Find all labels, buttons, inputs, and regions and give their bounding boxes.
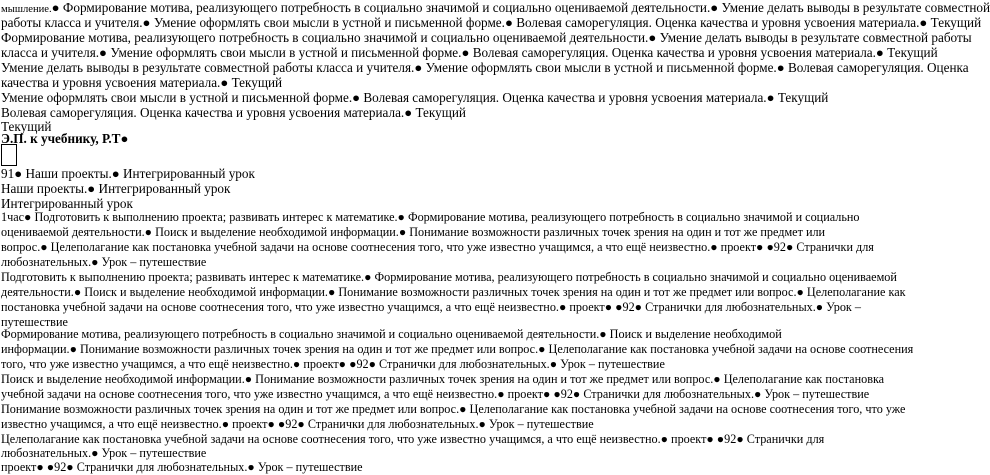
text-line: Понимание возможности различных точек зрения на один и тот же предмет или вопрос.● Целеполагание как постановка учебной задачи на основе соотнесения того, что уже (1, 402, 906, 416)
text-line: Поиск и выделение необходимой информации.● Понимание возможности различных точек зрения на один и тот же предмет или вопрос.● Целеполагание как постановка (1, 372, 885, 386)
text-line: любознательных.● Урок – путешествие (1, 255, 207, 269)
text-line: Волевая саморегуляция. Оценка качества и уровня усвоения материала.● Текущий (1, 105, 466, 120)
text-line: Наши проекты.● Интегрированный урок (1, 181, 231, 196)
text-line: учебной задачи на основе соотнесения того, что уже известно учащимся, а что ещё неизвестно.● проект● ●92● Странички для любознательных.● Урок – путешествие (1, 387, 870, 401)
text-line: известно учащимся, а что ещё неизвестно.● проект● ●92● Странички для любознательных.● Урок – путешествие (1, 417, 594, 431)
text-line: класса и учителя.● Умение оформлять свои мысли в устной и письменной форме.● Волевая саморегуляция. Оценка качества и уровня усвоения материала.● Текущий (1, 45, 938, 60)
text-line: 1час● Подготовить к выполнению проекта; развивать интерес к математике.● Формирование мотива, реализующего потребность в социально значимой и социально (1, 210, 860, 224)
text-line: деятельности.● Поиск и выделение необходимой информации.● Понимание возможности различных точек зрения на один и тот же предмет или вопрос.● Целеполагание как (1, 285, 906, 299)
text-line: Подготовить к выполнению проекта; развивать интерес к математике.● Формирование мотива, реализующего потребность в социально значимой и социально оцениваемой (1, 270, 897, 284)
text-line: путешествие (1, 315, 68, 329)
text-line: информации.● Понимание возможности различных точек зрения на один и тот же предмет или вопрос.● Целеполагание как постановка учебной задачи на основе соотнесения (1, 342, 914, 356)
textbook-heading: Э.П. к учебнику, Р.Т● (1, 131, 129, 146)
text-line: качества и уровня усвоения материала.● Текущий (1, 75, 283, 90)
text-line: Интегрированный урок (1, 196, 133, 211)
text-line: оцениваемой деятельности.● Поиск и выделение необходимой информации.● Понимание возможности различных точек зрения на один и тот же предмет или (1, 225, 826, 239)
empty-cell-box (1, 144, 17, 166)
text-line: вопрос.● Целеполагание как постановка учебной задачи на основе соотнесения того, что уже известно учащимся, а что ещё неизвестно.● проект● ●92● Странички для (1, 240, 874, 254)
text-line: Умение делать выводы в результате совместной работы класса и учителя.● Умение оформлять свои мысли в устной и письменной форме.● Волевая саморегуляция. Оценка (1, 60, 969, 75)
text-line: мышление.● Формирование мотива, реализующего потребность в социально значимой и социально оцениваемой деятельности.● Умение делать выводы в результате совместной (1, 0, 990, 15)
text-line: постановка учебной задачи на основе соотнесения того, что уже известно учащимся, а что ещё неизвестно.● проект● ●92● Странички для любознательных.● Урок – (1, 300, 861, 314)
text-line: Целеполагание как постановка учебной задачи на основе соотнесения того, что уже известно учащимся, а что ещё неизвестно.● проект● ●92● Странички для (1, 432, 825, 446)
text-line: работы класса и учителя.● Умение оформлять свои мысли в устной и письменной форме.● Волевая саморегуляция. Оценка качества и уровня усвоения материала.● Текущий (1, 15, 982, 30)
text-line: Формирование мотива, реализующего потребность в социально значимой и социально оцениваемой деятельности.● Умение делать выводы в результате совместной работы (1, 30, 972, 45)
text-line: любознательных.● Урок – путешествие (1, 446, 207, 460)
text-line: Текущий (1, 119, 52, 134)
text-line: того, что уже известно учащимся, а что ещё неизвестно.● проект● ●92● Странички для любознательных.● Урок – путешествие (1, 357, 665, 371)
text-line: Умение оформлять свои мысли в устной и письменной форме.● Волевая саморегуляция. Оценка качества и уровня усвоения материала.● Текущий (1, 90, 829, 105)
text-line: проект● ●92● Странички для любознательных.● Урок – путешествие (1, 460, 363, 474)
text-line: 91● Наши проекты.● Интегрированный урок (1, 166, 255, 181)
text-line: Формирование мотива, реализующего потребность в социально значимой и социально оцениваемой деятельности.● Поиск и выделение необходимой (1, 327, 782, 341)
